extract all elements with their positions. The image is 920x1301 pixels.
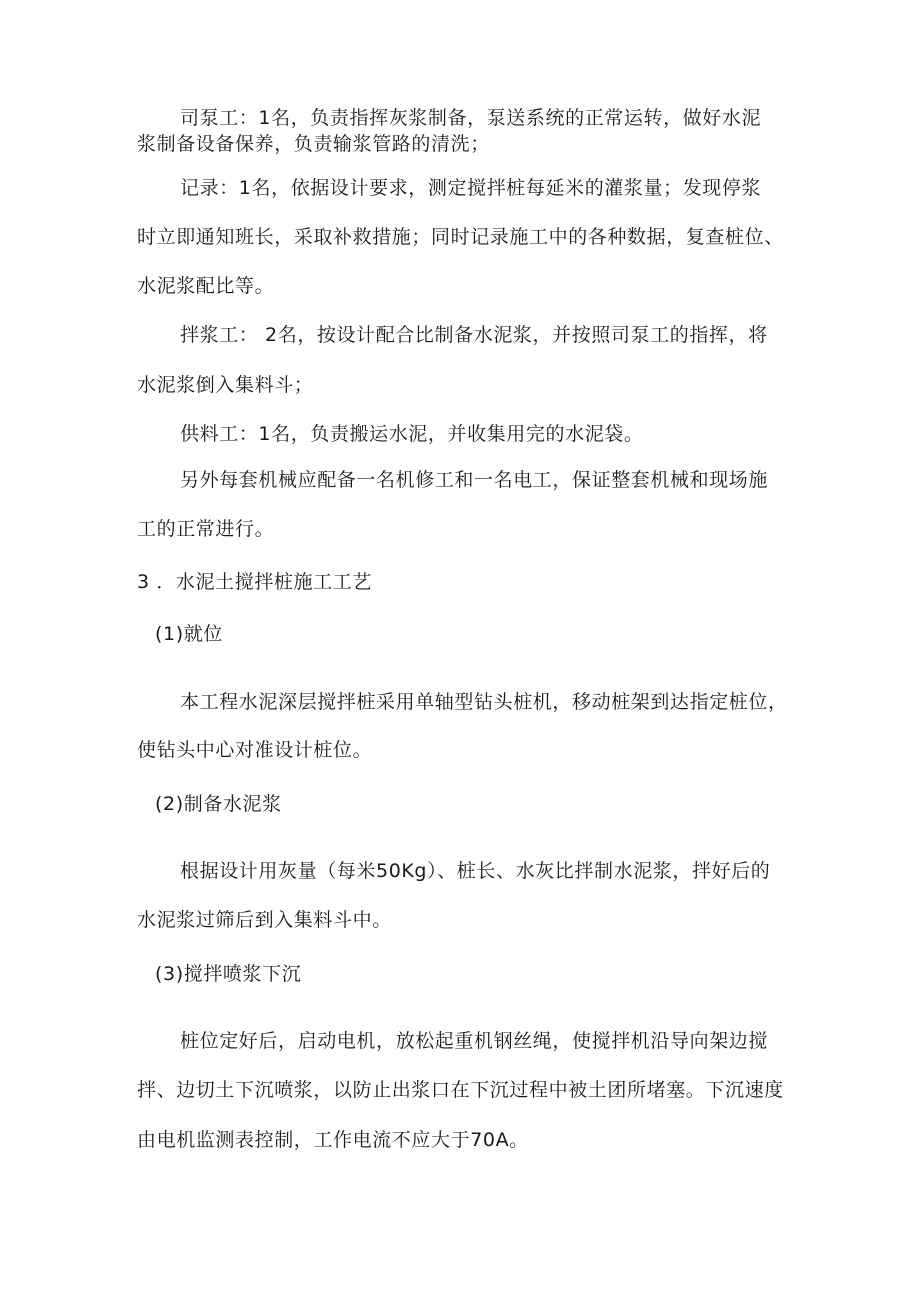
subsection-heading: (2)制备水泥浆 [155,793,282,815]
paragraph-line: 拌、边切土下沉喷浆，以防止出浆口在下沉过程中被土团所堵塞。下沉速度 [137,1079,784,1101]
section-heading: 3 ．水泥土搅拌桩施工工艺 [137,571,372,593]
paragraph-line: 供料工：1名，负责搬运水泥，并收集用完的水泥袋。 [180,423,644,445]
paragraph-line: 根据设计用灰量（每米50Kg）、桩长、水灰比拌制水泥浆，拌好后的 [180,860,771,882]
paragraph-line: 桩位定好后，启动电机，放松起重机钢丝绳，使搅拌机沿导向架边搅 [180,1030,769,1052]
paragraph-line: 拌浆工： 2名，按设计配合比制备水泥浆，并按照司泵工的指挥，将 [180,324,768,346]
subsection-heading: (3)搅拌喷浆下沉 [155,963,302,985]
paragraph-line: 使钻头中心对准设计桩位。 [137,739,373,761]
paragraph-line: 浆制备设备保养，负责输浆管路的清洗； [137,133,490,155]
paragraph-line: 水泥浆过筛后到入集料斗中。 [137,909,392,931]
subsection-heading: (1)就位 [155,623,223,645]
paragraph-line: 记录：1名，依据设计要求，测定搅拌桩每延米的灌浆量；发现停浆 [180,177,762,199]
paragraph-line: 本工程水泥深层搅拌桩采用单轴型钻头桩机，移动桩架到达指定桩位， [180,691,788,713]
paragraph-line: 工的正常进行。 [137,518,275,540]
paragraph-line: 由电机监测表控制，工作电流不应大于70A。 [137,1129,529,1151]
paragraph-line: 水泥浆倒入集料斗； [137,374,314,396]
paragraph-line: 司泵工：1名，负责指挥灰浆制备，泵送系统的正常运转，做好水泥 [180,107,762,129]
paragraph-line: 另外每套机械应配备一名机修工和一名电工，保证整套机械和现场施 [180,469,769,491]
paragraph-line: 水泥浆配比等。 [137,275,275,297]
paragraph-line: 时立即通知班长，采取补救措施；同时记录施工中的各种数据，复查桩位、 [137,226,784,248]
